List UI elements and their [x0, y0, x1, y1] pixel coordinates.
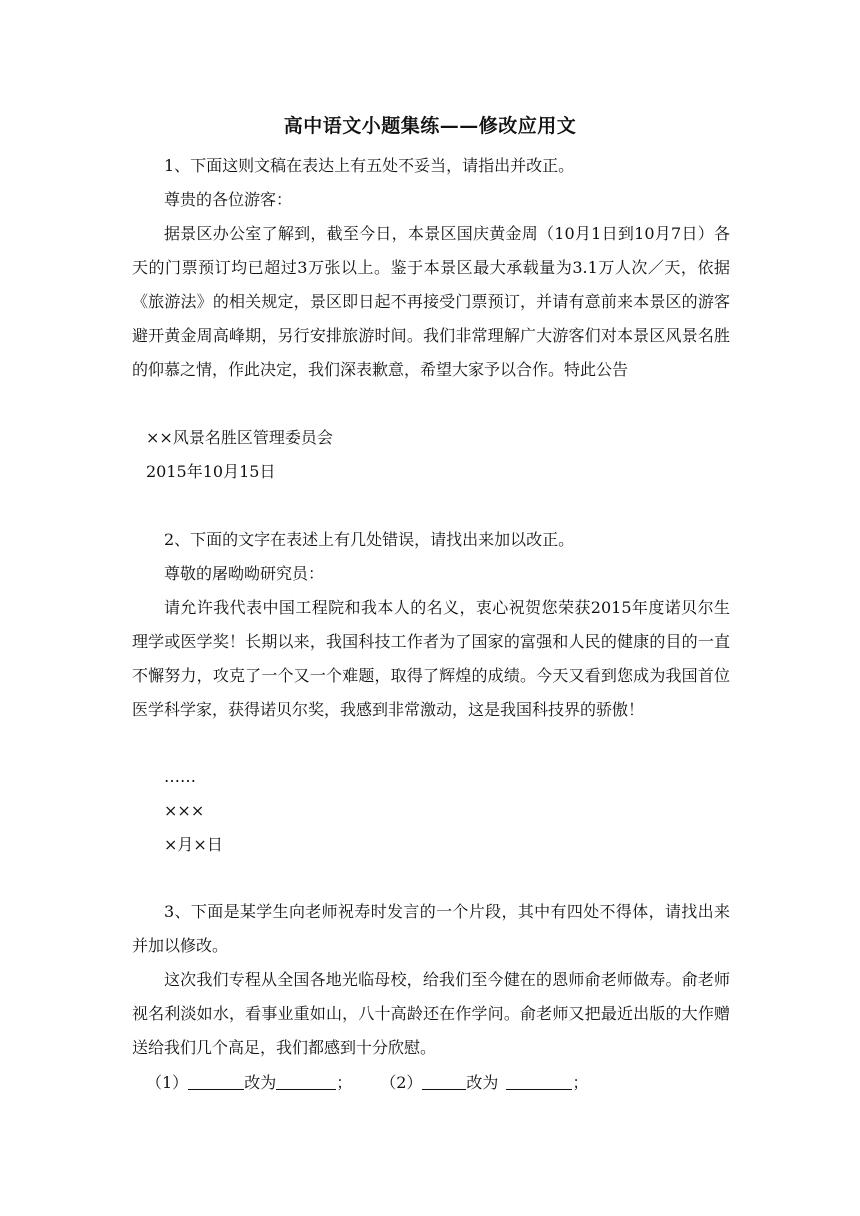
- question-2-body: 请允许我代表中国工程院和我本人的名义，衷心祝贺您荣获2015年度诺贝尔生理学或医学奖！长期以来，我国科技工作者为了国家的富强和人民的健康的目的一直不懈努力，攻克了一个又一个难题，取得了辉煌的成绩。今天又看到您成为我国首位医学科学家，获得诺贝尔奖，我感到非常激动，这是我国科技界的骄傲！: [132, 598, 730, 719]
- answer-blank-1a[interactable]: [188, 1071, 244, 1090]
- question-3-body: 这次我们专程从全国各地光临母校，给我们至今健在的恩师俞老师做寿。俞老师视名利淡如水，看事业重如山，八十高龄还在作学问。俞老师又把最近出版的大作赠送给我们几个高足，我们都感到十分欣慰。: [132, 970, 730, 1057]
- question-2-ellipsis: ……: [164, 767, 196, 786]
- question-3-prompt: 3、下面是某学生向老师祝寿时发言的一个片段，其中有四处不得体，请找出来并加以修改。: [132, 902, 730, 955]
- answer-blank-2b[interactable]: [506, 1071, 572, 1090]
- question-2-date: ×月×日: [164, 835, 223, 854]
- question-1-prompt: 1、下面这则文稿在表达上有五处不妥当，请指出并改正。: [164, 156, 575, 175]
- answer-item-1-label: （1）: [146, 1073, 189, 1092]
- question-3-answer-line: [146, 1066, 588, 1100]
- answer-blank-2a[interactable]: [422, 1071, 466, 1090]
- answer-item-1-change: 改为: [244, 1073, 277, 1092]
- answer-blank-1b[interactable]: [276, 1071, 336, 1090]
- question-1-salutation: 尊贵的各位游客：: [164, 190, 293, 209]
- answer-item-2-change: 改为: [466, 1073, 499, 1092]
- question-2-signature: ×××: [164, 801, 205, 820]
- question-2-salutation: 尊敬的屠呦呦研究员：: [164, 564, 325, 583]
- question-1-body: 据景区办公室了解到，截至今日，本景区国庆黄金周（10月1日到10月7日）各天的门票预订均已超过3万张以上。鉴于本景区最大承载量为3.1万人次／天，依据《旅游法》的相关规定，景区即日起不再接受门票预订，并请有意前来本景区的游客避开黄金周高峰期，另行安排旅游时间。我们非常理解广大游客们对本景区风景名胜的仰慕之情，作此决定，我们深表歉意，希望大家予以合作。特此公告: [132, 224, 730, 379]
- question-2-prompt: 2、下面的文字在表述上有几处错误，请找出来加以改正。: [164, 530, 575, 549]
- answer-item-2-label: （2）: [380, 1073, 423, 1092]
- question-1-signature: ××风景名胜区管理委员会: [146, 428, 333, 447]
- answer-item-2-sep: ；: [572, 1073, 589, 1092]
- answer-item-1-sep: ；: [336, 1073, 353, 1092]
- question-1-date: 2015年10月15日: [146, 462, 276, 481]
- document-title: 高中语文小题集练——修改应用文: [283, 115, 577, 137]
